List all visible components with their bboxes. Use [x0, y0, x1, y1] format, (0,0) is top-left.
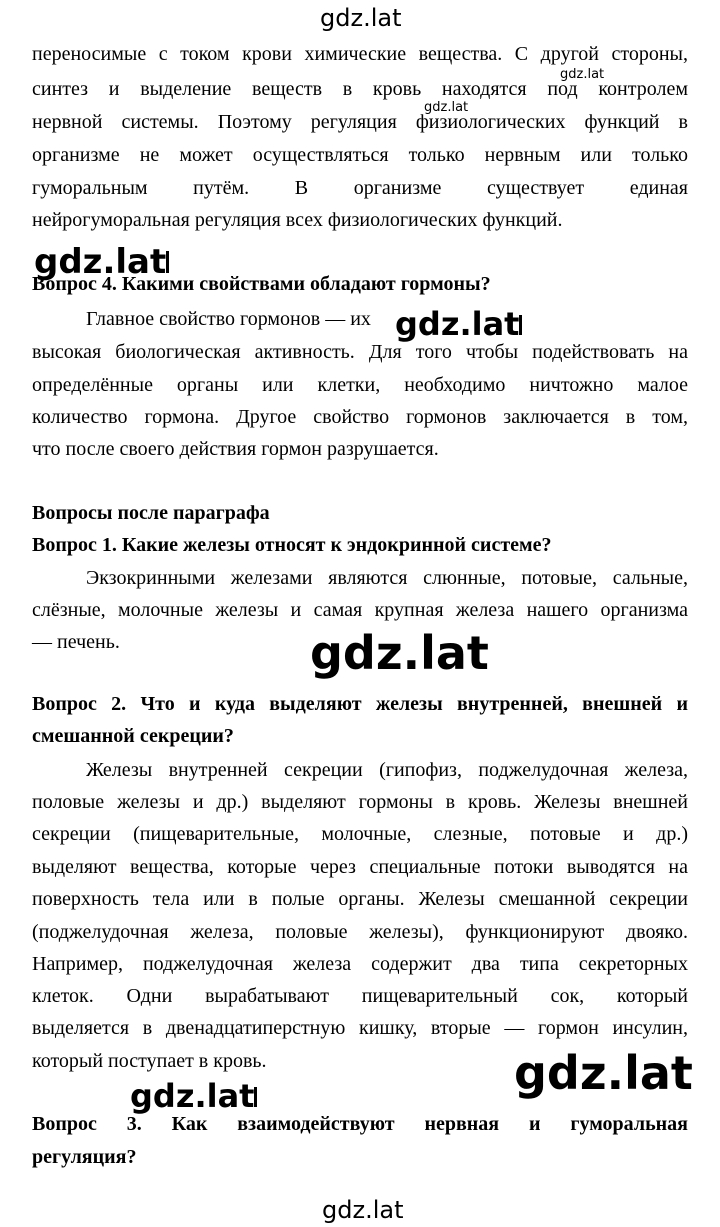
paragraph-line: нервной системы. Поэтому регуляция физиологических функций в — [32, 111, 688, 133]
section-title: Вопросы после параграфа — [32, 502, 270, 524]
paragraph-line: что после своего действия гормон разрушается. — [32, 438, 439, 460]
paragraph-line: половые железы и др.) выделяют гормоны в кровь. Железы внешней — [32, 791, 688, 813]
watermark-small: gdz.lat — [424, 100, 469, 115]
watermark-large: gdz.lat — [130, 1080, 257, 1112]
paragraph-line: определённые органы или клетки, необходимо ничтожно малое — [32, 374, 688, 396]
watermark-small: gdz.lat — [560, 67, 605, 82]
question-2-heading: смешанной секреции? — [32, 725, 234, 747]
watermark-large: gdz.lat — [34, 245, 169, 279]
paragraph-line: высокая биологическая активность. Для того чтобы подействовать на — [32, 341, 688, 363]
paragraph-line: переносимые с током крови химические вещества. С другой стороны, — [32, 43, 688, 65]
paragraph-line: Железы внутренней секреции (гипофиз, поджелудочная железа, — [86, 759, 688, 781]
paragraph-line: Главное свойство гормонов — их — [86, 308, 371, 330]
paragraph-line: синтез и выделение веществ в кровь находятся под контролем — [32, 78, 688, 100]
question-4-heading: Вопрос 4. Какими свойствами обладают гормоны? — [32, 273, 491, 295]
watermark-large: gdz.lat — [310, 626, 489, 680]
paragraph-line: нейрогуморальная регуляция всех физиологических функций. — [32, 209, 563, 231]
paragraph-line: (поджелудочная железа, половые железы), функционируют двояко. — [32, 921, 688, 943]
paragraph-line: выделяется в двенадцатиперстную кишку, вторые — гормон инсулин, — [32, 1017, 688, 1039]
paragraph-line: поверхность тела или в полые органы. Железы смешанной секреции — [32, 888, 688, 910]
question-3-heading: Вопрос 3. Как взаимодействуют нервная и гуморальная — [32, 1113, 688, 1135]
paragraph-line: организме не может осуществляться только нервным или только — [32, 144, 688, 166]
question-3-heading: регуляция? — [32, 1146, 137, 1168]
paragraph-line: Например, поджелудочная железа содержит два типа секреторных — [32, 953, 688, 975]
watermark-large: gdz.lat — [510, 1050, 697, 1096]
paragraph-line: гуморальным путём. В организме существует единая — [32, 177, 688, 199]
question-1-heading: Вопрос 1. Какие железы относят к эндокринной системе? — [32, 534, 552, 556]
paragraph-line: количество гормона. Другое свойство гормонов заключается в том, — [32, 406, 688, 428]
watermark-large: gdz.lat — [393, 308, 524, 340]
paragraph-line: который поступает в кровь. — [32, 1050, 267, 1072]
paragraph-line: — печень. — [32, 631, 120, 653]
paragraph-line: Экзокринными железами являются слюнные, потовые, сальные, — [86, 567, 688, 589]
question-2-heading: Вопрос 2. Что и куда выделяют железы внутренней, внешней и — [32, 693, 688, 715]
watermark-header: gdz.lat — [320, 4, 402, 32]
paragraph-line: выделяют вещества, которые через специальные потоки выводятся на — [32, 856, 688, 878]
watermark-footer: gdz.lat — [322, 1196, 404, 1224]
watermark-bar — [519, 315, 522, 335]
paragraph-line: слёзные, молочные железы и самая крупная железа нашего организма — [32, 599, 688, 621]
paragraph-line: клеток. Одни вырабатывают пищеварительный сок, который — [32, 985, 688, 1007]
paragraph-line: секреции (пищеварительные, молочные, слезные, потовые и др.) — [32, 823, 688, 845]
watermark-bar — [254, 1087, 257, 1107]
